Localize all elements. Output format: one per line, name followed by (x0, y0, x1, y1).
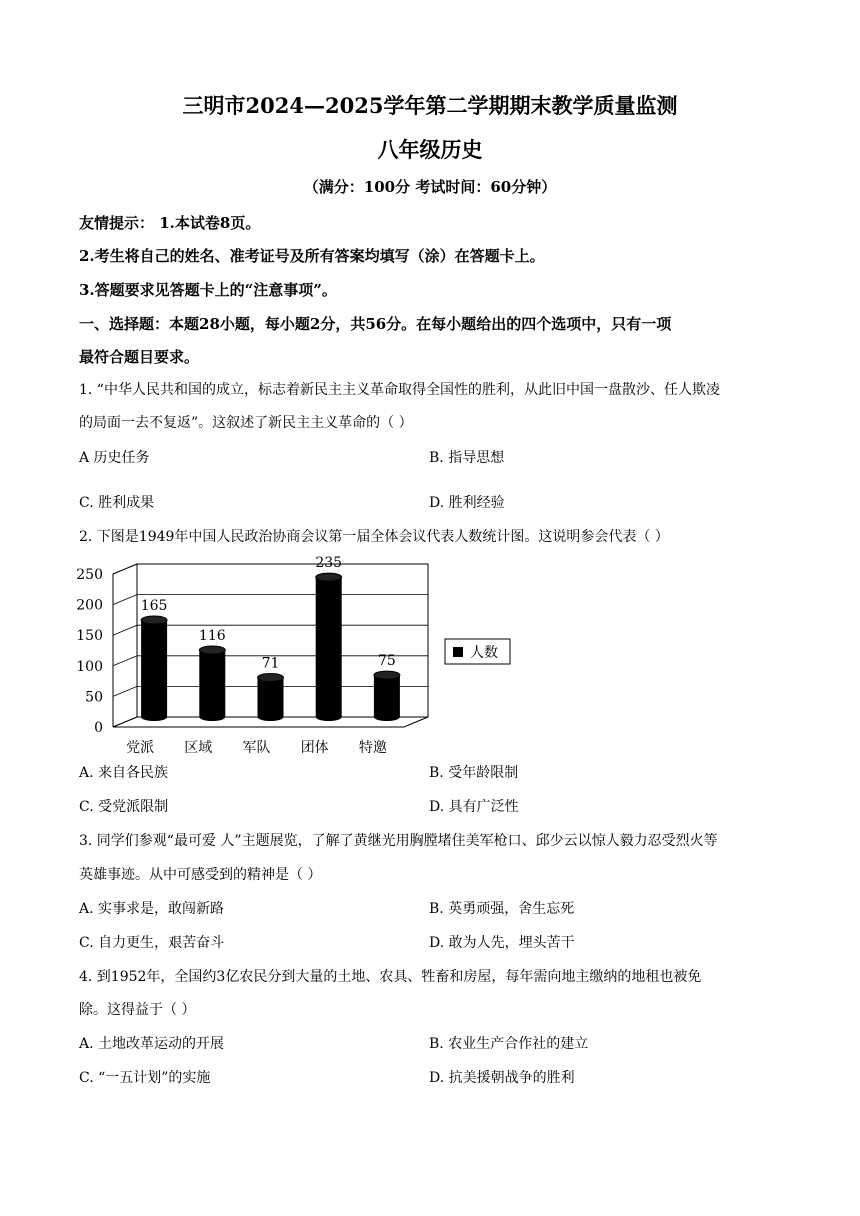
q3-option-d[interactable]: D. 敢为人先，埋头苦干 (429, 935, 575, 951)
legend-label: 人数 (470, 645, 498, 661)
x-tick-label-军队: 军队 (242, 740, 271, 756)
section-heading: 一、选择题：本题28小题，每小题2分，共56分。在每小题给出的四个选项中，只有一项 (79, 315, 672, 333)
section-heading-cont: 最符合题目要求。 (79, 348, 200, 366)
q1-option-a[interactable]: A 历史任务 (79, 450, 150, 466)
bar-团体 (316, 577, 342, 721)
y-tick-label-100: 100 (76, 658, 103, 675)
q4-option-d[interactable]: D. 抗美援朝战争的胜利 (429, 1070, 575, 1086)
x-tick-label-团体: 团体 (300, 740, 329, 756)
y-tick-label-250: 250 (76, 567, 103, 583)
q4-stem: 4. 到1952年，全国约3亿农民分到大量的土地、农具、牲畜和房屋，每年需向地主缴纳的地租也被免 (79, 969, 702, 985)
delegates-bar-chart (70, 550, 520, 762)
bar-top-区域 (199, 646, 225, 654)
bar-特邀 (374, 675, 400, 721)
bar-党派 (141, 620, 167, 721)
q2-option-d[interactable]: D. 具有广泛性 (429, 799, 519, 815)
tip-line-2: 2.考生将自己的姓名、准考证号及所有答案均填写（涂）在答题卡上。 (79, 247, 545, 265)
y-tick-label-150: 150 (76, 628, 103, 645)
x-tick-label-党派: 党派 (126, 740, 155, 756)
q2-option-b[interactable]: B. 受年龄限制 (429, 765, 519, 781)
q2-stem: 2. 下图是1949年中国人民政治协商会议第一届全体会议代表人数统计图。这说明参会代表（ ） (79, 529, 669, 545)
y-tick-label-0: 0 (94, 720, 103, 736)
x-tick-label-特邀: 特邀 (358, 740, 387, 756)
bar-军队 (258, 678, 284, 721)
legend-swatch (453, 647, 463, 657)
exam-title: 三明市2024—2025学年第二学期期末教学质量监测 (182, 93, 678, 118)
q1-option-b[interactable]: B. 指导思想 (429, 450, 505, 466)
q1-option-c[interactable]: C. 胜利成果 (79, 495, 155, 511)
exam-subject: 八年级历史 (377, 137, 483, 162)
bar-top-党派 (141, 616, 167, 624)
q4-option-b[interactable]: B. 农业生产合作社的建立 (429, 1036, 589, 1052)
chart-side-wall (113, 564, 137, 727)
tip-line-3: 3.答题要求见答题卡上的“注意事项”。 (79, 281, 337, 299)
bar-top-特邀 (374, 671, 400, 679)
q2-option-a[interactable]: A. 来自各民族 (79, 765, 169, 781)
q1-option-d[interactable]: D. 胜利经验 (429, 495, 505, 511)
bar-区域 (199, 650, 225, 721)
q3-option-b[interactable]: B. 英勇顽强，舍生忘死 (429, 901, 575, 917)
data-label-军队: 71 (261, 655, 280, 672)
q3-option-c[interactable]: C. 自力更生，艰苦奋斗 (79, 935, 225, 951)
data-label-党派: 165 (140, 598, 168, 615)
bar-top-团体 (316, 573, 342, 581)
x-tick-label-区域: 区域 (184, 740, 213, 756)
data-label-团体: 235 (315, 555, 343, 572)
data-label-区域: 116 (198, 628, 226, 645)
y-tick-label-50: 50 (85, 689, 103, 706)
tip-line-1: 友情提示： 1.本试卷8页。 (79, 214, 261, 232)
q3-stem-cont: 英雄事迹。从中可感受到的精神是（ ） (79, 867, 322, 883)
q3-stem: 3. 同学们参观“最可爱 人”主题展览，了解了黄继光用胸膛堵住美军枪口、邱少云以惊人毅力忍受烈火等 (79, 833, 718, 849)
q3-option-a[interactable]: A. 实事求是，敢闯新路 (79, 901, 225, 917)
y-tick-label-200: 200 (76, 597, 103, 614)
q4-stem-cont: 除。这得益于（ ） (79, 1002, 196, 1018)
q4-option-a[interactable]: A. 土地改革运动的开展 (79, 1036, 225, 1052)
data-label-特邀: 75 (377, 653, 396, 670)
exam-info: （满分：100分 考试时间：60分钟） (303, 178, 557, 196)
q2-option-c[interactable]: C. 受党派限制 (79, 799, 169, 815)
bar-top-军队 (258, 674, 284, 682)
q4-option-c[interactable]: C. “一五计划”的实施 (79, 1070, 211, 1086)
q1-stem-cont: 的局面一去不复返”。这叙述了新民主主义革命的（ ） (79, 415, 413, 431)
q1-stem: 1. “中华人民共和国的成立，标志着新民主主义革命取得全国性的胜利，从此旧中国一盘散沙、任人欺凌 (79, 382, 720, 398)
